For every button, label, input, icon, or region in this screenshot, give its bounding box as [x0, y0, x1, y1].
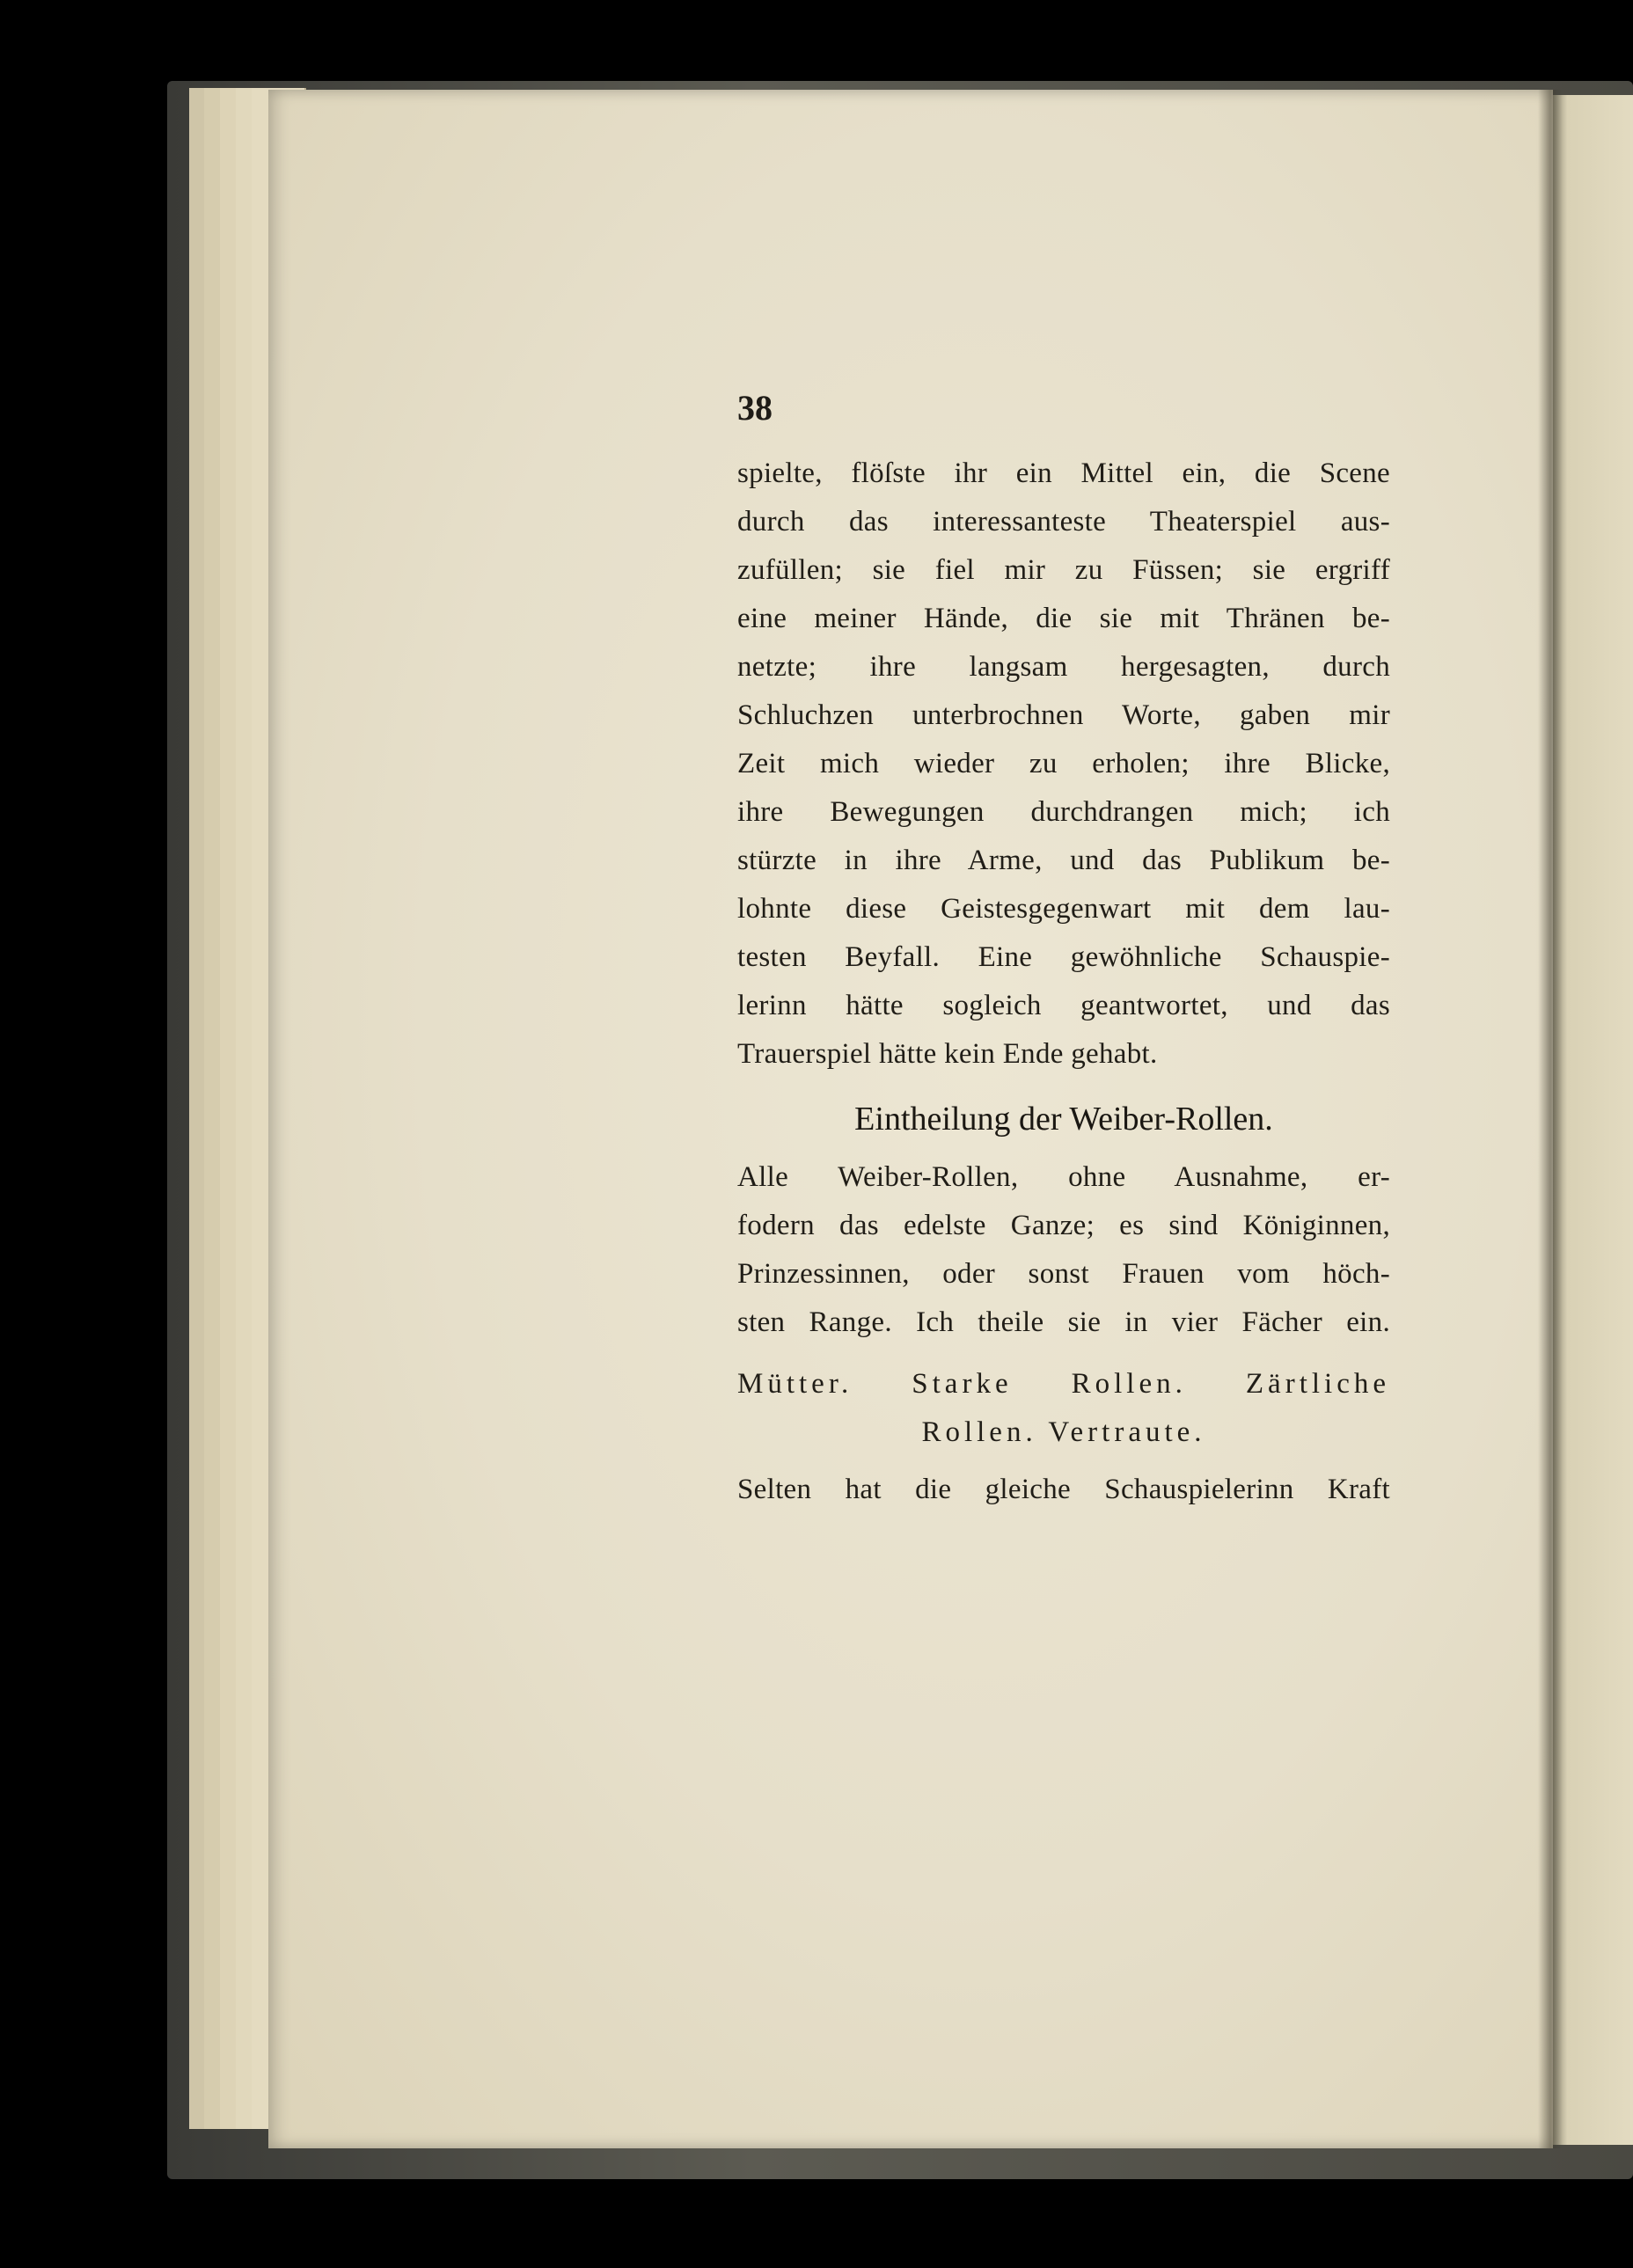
text-line: Schluchzen unterbrochnen Worte, gaben mir [737, 699, 1390, 731]
text-line: Alle Weiber-Rollen, ohne Ausnahme, er- [737, 1161, 1390, 1193]
text-line: netzte; ihre langsam hergesagten, durch [737, 651, 1390, 683]
text-line: Trauerspiel hätte kein Ende gehabt. [737, 1038, 1158, 1070]
page-gutter [1538, 90, 1563, 2148]
text-line: Selten hat die gleiche Schauspielerinn Kraft [737, 1474, 1390, 1505]
text-line: Zeit mich wieder zu erholen; ihre Blicke, [737, 748, 1390, 779]
text-line: lerinn hätte sogleich geantwortet, und das [737, 990, 1390, 1021]
text-line: Prinzessinnen, oder sonst Frauen vom höch- [737, 1258, 1390, 1290]
text-line: spielte, flöſste ihr ein Mittel ein, die Scene [737, 457, 1390, 489]
text-line: zufüllen; sie fiel mir zu Füssen; sie ergriff [737, 554, 1390, 586]
section-heading: Eintheilung der Weiber-Rollen. [854, 1101, 1273, 1138]
text-line: stürzte in ihre Arme, und das Publikum be- [737, 845, 1390, 876]
text-line: durch das interessanteste Theaterspiel aus- [737, 506, 1390, 538]
text-line: ihre Bewegungen durchdrangen mich; ich [737, 796, 1390, 828]
text-line: lohnte diese Geistesgegenwart mit dem lau- [737, 893, 1390, 925]
text-line: eine meiner Hände, die sie mit Thränen be- [737, 603, 1390, 634]
facing-page [1553, 95, 1633, 2145]
text-line: sten Range. Ich theile sie in vier Fächer ein. [737, 1306, 1390, 1338]
text-line: testen Beyfall. Eine gewöhnliche Schauspie- [737, 941, 1390, 973]
text-line: Rollen. Vertraute. [921, 1416, 1206, 1448]
text-line: fodern das edelste Ganze; es sind Königinnen, [737, 1210, 1390, 1241]
text-line: Mütter. Starke Rollen. Zärtliche [737, 1368, 1390, 1400]
page-number: 38 [737, 388, 773, 428]
